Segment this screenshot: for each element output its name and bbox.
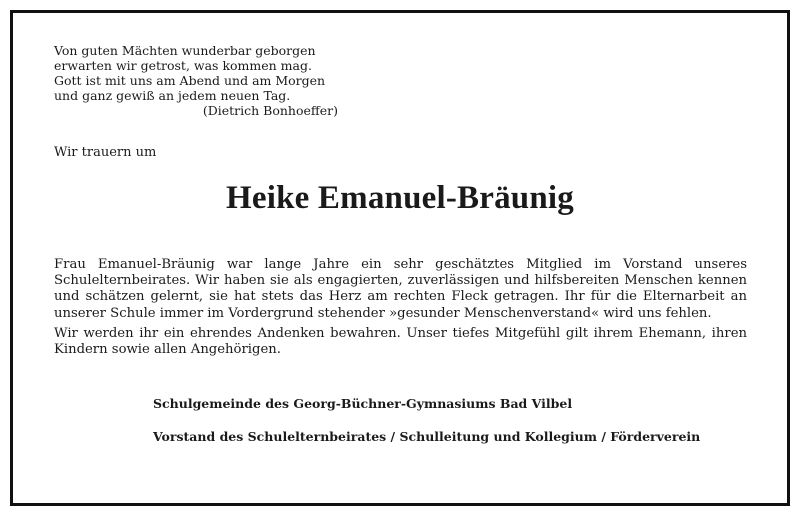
poem-line: Gott ist mit uns am Abend und am Morgen xyxy=(54,73,326,88)
signature-school: Schulgemeinde des Georg-Büchner-Gymnasiums Bad Vilbel xyxy=(153,396,573,411)
body-paragraph: Wir werden ihr ein ehrendes Andenken bewahren. Unser tiefes Mitgefühl gilt ihrem Ehemann, ihren Kindern sowie allen Angehörigen. xyxy=(54,325,747,358)
deceased-name: Heike Emanuel-Bräunig xyxy=(226,180,574,216)
poem-quote xyxy=(54,43,344,118)
body-paragraph: Frau Emanuel-Bräunig war lange Jahre ein sehr geschätztes Mitglied im Vorstand unseres Schulelternbeirates. Wir haben sie als engagierten, zuverlässigen und hilfsbereiten Menschen kennen und schätzen gelernt, sie hat stets das Herz am rechten Fleck getragen. Ihr für die Elternarbeit an unserer Schule immer im Vordergrund stehender »gesunder Menschenverstand« wird uns fehlen. xyxy=(54,257,747,321)
poem-line: und ganz gewiß an jedem neuen Tag. xyxy=(54,88,291,103)
poem-author: (Dietrich Bonhoeffer) xyxy=(202,103,338,118)
intro-text: Wir trauern um xyxy=(54,145,157,160)
poem-line: erwarten wir getrost, was kommen mag. xyxy=(54,58,312,73)
signature-board: Vorstand des Schulelternbeirates / Schulleitung und Kollegium / Förderverein xyxy=(153,429,701,444)
obituary-body xyxy=(54,257,747,362)
poem-line: Von guten Mächten wunderbar geborgen xyxy=(54,43,316,58)
